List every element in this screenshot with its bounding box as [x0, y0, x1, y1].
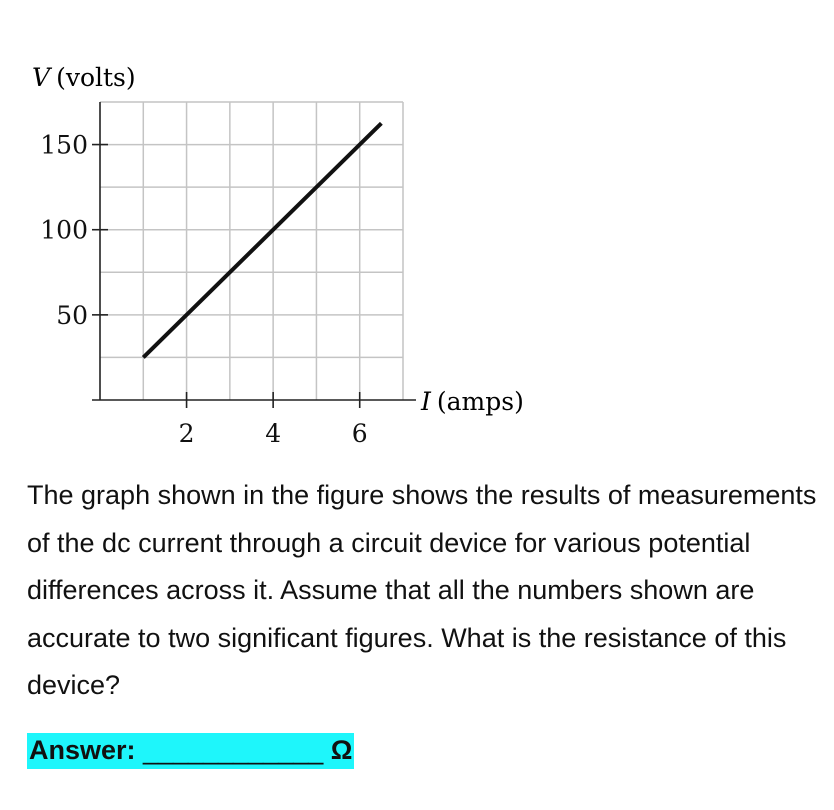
x-tick-label: 4 — [265, 419, 282, 448]
y-tick-label: 50 — [56, 300, 88, 330]
series-line — [143, 123, 381, 357]
series — [143, 123, 381, 357]
x-axis-label: I (amps) — [421, 387, 524, 416]
y-tick-label: 150 — [40, 130, 88, 160]
y-tick-label: 100 — [40, 215, 88, 245]
answer-label: Answer: — [29, 735, 136, 765]
question-text: The graph shown in the figure shows the results of measurements of the dc current through a circuit device for various potential differences across it. Assume that all the numbers shown are accurate to two significant figures. What is the resistance of this device? — [27, 480, 817, 700]
y-axis-label: V (volts) — [32, 63, 136, 92]
answer-blank[interactable]: ____________ — [143, 735, 324, 765]
answer-box[interactable] — [27, 733, 354, 769]
ohm-unit: Ω — [330, 735, 353, 765]
x-tick-label: 2 — [178, 419, 195, 448]
x-tick-label: 6 — [351, 419, 368, 448]
